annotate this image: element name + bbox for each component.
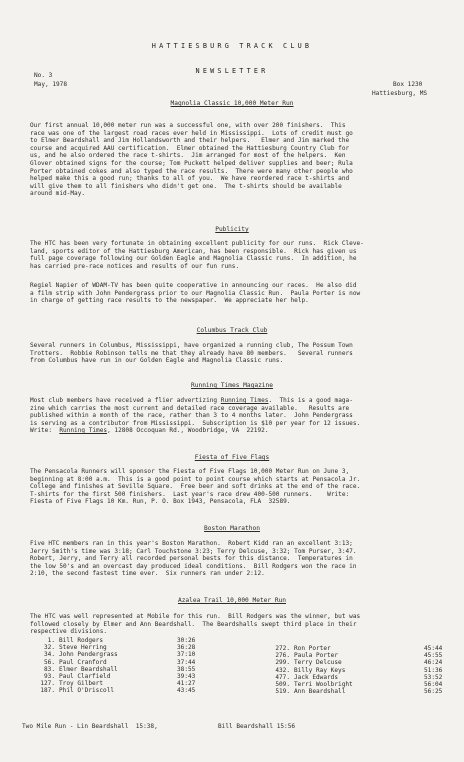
time-cell: 30:26 [177, 637, 196, 644]
text-line: land, sports editor of the Hattiesburg American, has been responsible. Rick has given us [30, 247, 357, 255]
text-line: College and finishes at Seville Square. Free beer and soft drinks at the end of the race. [30, 483, 361, 491]
table-row [270, 667, 442, 674]
text-line: Porter obtained cokes and also typed the race results. There were many other people who [30, 167, 353, 175]
time-cell: 46:24 [424, 659, 443, 667]
time-cell: 45:55 [424, 652, 443, 660]
two-mile-result-left: Two Mile Run - Lin Beardshall 15:38, [22, 723, 158, 730]
time-cell: 43:45 [177, 687, 196, 695]
text-line: has carried pre-race notices and results of our fun runs. [30, 262, 240, 270]
text-line: Our first annual 10,000 meter run was a successful one, with over 200 finishers. This [30, 122, 346, 129]
text-line: 2:10, the second fastest time ever. Six runners ran under 2:12. [30, 570, 265, 578]
text-line: to Elmer Beardshall and Jim Hollandsworth and their helpers. Elmer and Jim marked the [30, 137, 350, 145]
text-line: full page coverage following our Golden Eagle and Magnolia Classic runs. In addition, he [30, 255, 357, 263]
text-line: The HTC was well represented at Mobile for this run. Bill Rodgers was the winner, but was [30, 613, 361, 620]
text-line: published within a month of the race, rather than 3 to 4 months later. John Pendergrass [30, 412, 353, 420]
club-title: HATTIESBURG TRACK CLUB [151, 42, 313, 50]
text-line: The Pensacola Runners will sponsor the Fiesta of Five Flags 10,000 Meter Run on June 3, [30, 468, 350, 475]
publicity-paragraph-2 [30, 282, 442, 305]
place-cell: 127. [40, 680, 55, 688]
text-line: Five HTC members ran in this year's Boston Marathon. Robert Kidd ran an excellent 3:13; [30, 540, 353, 547]
boston-heading: Boston Marathon [204, 525, 260, 532]
text-line: a film strip with John Pendergrass prior to our Magnolia Classic Run. Paula Porter is now [30, 289, 361, 297]
table-row [270, 645, 442, 652]
publicity-paragraph-1 [30, 240, 442, 270]
time-cell: 36:28 [177, 644, 196, 652]
two-mile-result-right: Bill Beardshall 15:56 [218, 723, 296, 730]
place-cell: 93. [43, 673, 55, 681]
time-cell: 53:52 [424, 673, 443, 681]
text-line: Glover obtained signs for the course; Tom Puckett helped deliver supplies and beer; Rula [30, 159, 353, 167]
time-cell: 39:43 [177, 673, 196, 681]
text-line: the low 50's and an overcast day produced ideal conditions. Bill Rodgers won the race in [30, 562, 357, 570]
text-line: followed closely by Elmer and Ann Beardshall. The Beardshalls swept third place in their [30, 620, 357, 628]
name-cell: Ron Porter [294, 645, 331, 652]
place-cell: 432. [275, 666, 290, 674]
place-cell: 83. [43, 665, 55, 673]
table-row [33, 659, 195, 666]
place-cell: 509. [275, 681, 290, 689]
place-cell: 32. [43, 644, 55, 652]
city-address: Hattiesburg, MS [372, 90, 428, 97]
text-segment: Write: [30, 427, 60, 435]
text-line: Robert, Jerry, and Terry all recorded personal bests for this distance. Temperatures in [30, 555, 353, 563]
text-line: respective divisions. [30, 628, 108, 636]
text-line: will give them to all finishers who didn't get one. The t-shirts should be available [30, 182, 342, 190]
name-cell: Paul Clarfield [59, 673, 111, 681]
time-cell: 38:55 [177, 665, 196, 673]
text-segment: . This is a good maga- [268, 397, 353, 404]
table-row [33, 680, 195, 687]
issue-date: May, 1978 [34, 81, 68, 88]
table-row [270, 652, 442, 659]
columbus-paragraph [30, 342, 442, 365]
time-cell: 56:25 [424, 688, 443, 696]
text-line: beginning at 8:00 a.m. This is a good point to point course which starts at Pensacola Jr. [30, 475, 361, 483]
results-table-right [270, 645, 442, 695]
results-table-left [33, 637, 195, 695]
table-row [33, 687, 195, 694]
place-cell: 519. [275, 688, 290, 696]
text-line: T-shirts for the first 500 finishers. Last year's race drew 400-500 runners. Write: [30, 490, 350, 498]
place-cell: 187. [40, 687, 55, 695]
azalea-heading: Azalea Trail 10,000 Meter Run [177, 597, 287, 604]
text-line: us, and he also ordered the race t-shirts. Jim arranged for most of the helpers. Ken [30, 152, 346, 160]
place-cell: 299. [275, 659, 290, 667]
time-cell: 37:44 [177, 658, 196, 666]
table-row [33, 673, 195, 680]
time-cell: 41:27 [177, 680, 196, 688]
name-cell: Steve Herring [59, 644, 107, 652]
azalea-paragraph [30, 613, 442, 636]
text-line: in charge of getting race results to the newspaper. We appreciate her help. [30, 297, 309, 305]
name-cell: Terri Woolbright [294, 681, 353, 689]
text-line: Fiesta of Five Flags 10 Km. Run, P. O. Box 1943, Pensacola, FLA 32589. [30, 498, 291, 506]
time-cell: 51:36 [424, 666, 443, 674]
box-address: Box 1230 [393, 81, 423, 88]
text-line: is serving as a contributor from Mississippi. Subscription is $10 per year for 12 issues. [30, 419, 361, 427]
name-cell: Terry Delcuse [294, 659, 342, 667]
name-cell: Jack Edwards [294, 673, 339, 681]
table-row [33, 644, 195, 651]
table-row [270, 688, 442, 695]
time-cell: 37:10 [177, 651, 196, 659]
name-cell: Elmer Beardshall [59, 665, 118, 673]
name-cell: John Pendergrass [59, 651, 118, 659]
text-line: Several runners in Columbus, Mississippi, have organized a running club, The Possum Town [30, 342, 353, 349]
magnolia-paragraph [30, 122, 442, 198]
text-line: helped make this a good run; thanks to all of you. We have reordered race t-shirts and [30, 175, 350, 183]
text-line: course and acquired AAU certification. Elmer obtained the Hattiesburg Country Club for [30, 144, 350, 152]
place-cell: 276. [275, 652, 290, 660]
place-cell: 34. [43, 651, 55, 659]
name-cell: Paul Cranford [59, 658, 107, 666]
text-line: around mid-May. [30, 190, 86, 198]
text-line: from Columbus have run in our Golden Eagle and Magnolia Classic runs. [30, 357, 284, 365]
name-cell: Paula Porter [294, 652, 339, 660]
columbus-heading: Columbus Track Club [196, 327, 268, 334]
name-cell: Troy Gilbert [59, 680, 104, 688]
name-cell: Bill Rodgers [59, 637, 104, 644]
table-row [270, 659, 442, 666]
boston-paragraph [30, 540, 442, 578]
name-cell: Billy Ray Keys [294, 666, 346, 674]
newsletter-title: NEWSLETTER [195, 67, 269, 75]
text-line [30, 397, 442, 405]
running-times-heading: Running Times Magazine [191, 382, 273, 389]
text-line: The HTC has been very fortunate in obtaining excellent publicity for our runs. Rick Cleve- [30, 240, 364, 247]
place-cell: 272. [275, 645, 290, 652]
magazine-title: Running Times [59, 427, 108, 435]
magnolia-heading: Magnolia Classic 10,000 Meter Run [170, 100, 294, 107]
issue-number: No. 3 [34, 72, 53, 79]
text-line: Regiel Napier of WDAM-TV has been quite cooperative in announcing our races. He also did [30, 282, 357, 289]
text-line: Jerry Smith's time was 3:18; Carl Touchstone 3:23; Terry Delcuse, 3:32; Tom Purser, 3:47. [30, 547, 357, 555]
name-cell: Ann Beardshall [294, 688, 346, 696]
name-cell: Phil O'Driscoll [59, 687, 115, 695]
table-row [33, 666, 195, 673]
text-segment: , 12808 Occoquan Rd., Woodbridge, VA 22192. [107, 427, 269, 435]
text-line: zine which carries the most current and detailed race coverage available. Results are [30, 404, 350, 412]
text-line [30, 427, 442, 435]
fiesta-heading: Fiesta of Five Flags [194, 454, 270, 461]
magazine-title: Running Times [220, 397, 269, 404]
text-segment: Most club members have received a flier advertizing [30, 397, 221, 404]
table-row [33, 651, 195, 658]
time-cell: 56:04 [424, 681, 443, 689]
running-times-paragraph [30, 397, 442, 435]
text-line: Trotters. Robbie Robinson tells me that they already have 80 members. Several runners [30, 349, 353, 357]
time-cell: 45:44 [424, 645, 443, 652]
place-cell: 56. [43, 658, 55, 666]
publicity-heading: Publicity [215, 226, 249, 233]
place-cell: 1. [47, 637, 55, 644]
table-row [270, 681, 442, 688]
table-row [270, 674, 442, 681]
fiesta-paragraph [30, 468, 442, 506]
text-line: race was one of the largest road races ever held in Mississippi. Lots of credit must go [30, 129, 353, 137]
place-cell: 477. [275, 673, 290, 681]
table-row [33, 637, 195, 644]
